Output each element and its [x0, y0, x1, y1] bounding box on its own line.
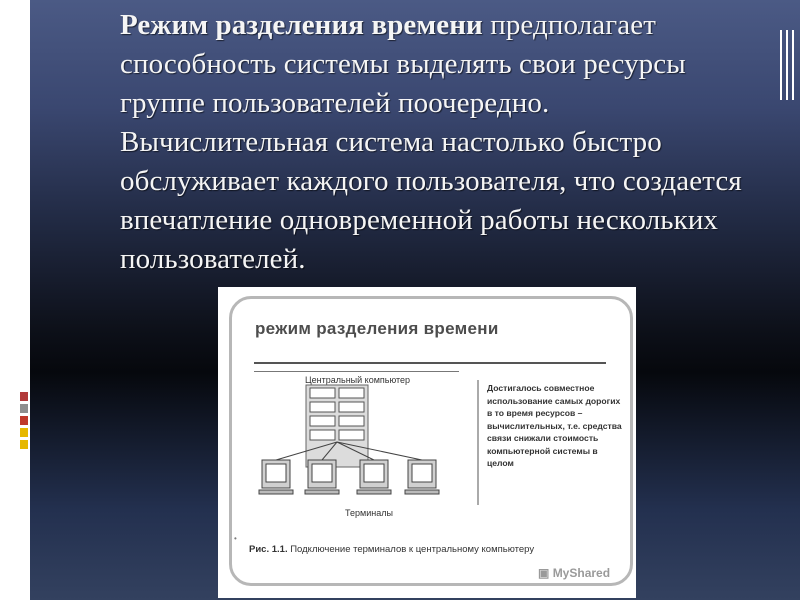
- watermark-text: MyShared: [552, 566, 611, 580]
- watermark: [538, 566, 610, 580]
- terminal-icon: [305, 460, 339, 494]
- color-mark: [20, 440, 28, 449]
- figure-rule-thin: [254, 371, 459, 372]
- watermark-icon: ▣: [538, 566, 550, 580]
- color-mark: [20, 392, 28, 401]
- caption-prefix: Рис. 1.1.: [249, 544, 288, 555]
- figure-side-text: Достигалось совместное использование самых дорогих в то время ресурсов – вычислительных, т.е. средства связи снижали стоимость компьютерной системы в целом: [487, 383, 622, 468]
- terminals-label: Терминалы: [345, 508, 393, 518]
- color-mark: [20, 416, 28, 425]
- figure-caption: [249, 544, 534, 555]
- terminal-icon: [357, 460, 391, 494]
- central-computer-icon: [306, 385, 368, 467]
- figure-rule: [254, 362, 606, 364]
- decorative-lines: [776, 30, 800, 100]
- figure-title: режим разделения времени: [255, 319, 499, 338]
- color-marks: [20, 392, 28, 452]
- central-computer-label: Центральный компьютер: [305, 375, 411, 385]
- left-margin: [0, 0, 30, 600]
- slide-heading: Режим разделения времени: [120, 9, 483, 41]
- network-diagram: [254, 380, 484, 510]
- slide-paragraph: предполагает способность системы выделять свои ресурсы группе пользователей поочередно. Вычислительная система настолько быстро обслуживает каждого пользователя, что создается впечатление одновременной работы нескольких пользователей.: [120, 9, 742, 275]
- bullet-icon: •: [234, 534, 237, 543]
- slide-text: [120, 6, 760, 279]
- color-mark: [20, 404, 28, 413]
- terminal-icon: [405, 460, 439, 494]
- figure-image: [218, 287, 636, 598]
- color-mark: [20, 428, 28, 437]
- terminal-icon: [259, 460, 293, 494]
- caption-text: Подключение терминалов к центральному компьютеру: [287, 544, 535, 555]
